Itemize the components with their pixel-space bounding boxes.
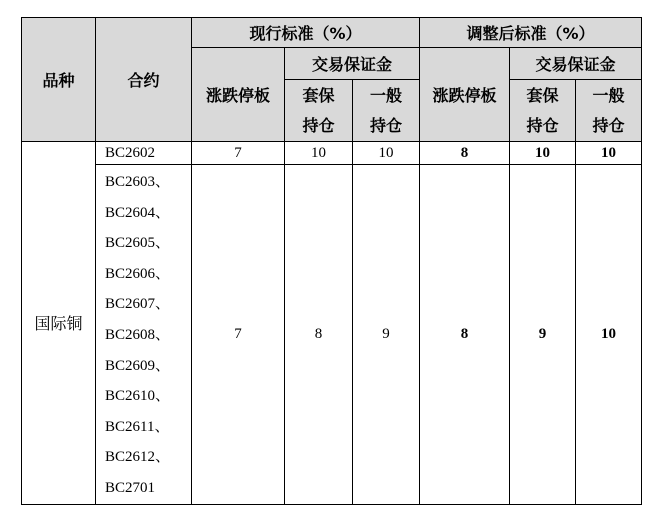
header-current-hedge (285, 80, 353, 142)
contract-item: BC2606、 (105, 265, 171, 282)
current-limit-cell: 7 (192, 165, 285, 505)
contract-item: BC2603、 (105, 174, 171, 190)
contract-item: BC2609、 (105, 357, 171, 374)
header-adjusted-general (576, 80, 642, 142)
header-adjusted-general-line1: 一般 (592, 85, 625, 105)
contract-item: BC2701 (105, 479, 156, 496)
current-hedge-cell: 10 (285, 142, 353, 165)
new-general-cell: 10 (576, 165, 642, 505)
header-adjusted-general-line2: 持仓 (592, 115, 625, 135)
header-adjusted-trading-margin: 交易保证金 (510, 48, 642, 80)
current-general-cell: 10 (353, 142, 420, 165)
current-hedge-cell: 8 (285, 165, 353, 505)
contract-list-cell (96, 165, 192, 505)
variety-cell: 国际铜 (22, 142, 96, 505)
current-limit-cell: 7 (192, 142, 285, 165)
header-adjusted-hedge-line1: 套保 (526, 85, 559, 105)
header-contract: 合约 (96, 18, 192, 142)
new-hedge-cell: 9 (510, 165, 576, 505)
header-adjusted-hedge (510, 80, 576, 142)
contract-item: BC2604、 (105, 204, 171, 221)
header-current-general (353, 80, 420, 142)
table-row (22, 165, 642, 505)
margin-table (21, 17, 642, 505)
contract-item: BC2607、 (105, 296, 171, 313)
new-limit-cell: 8 (420, 165, 510, 505)
header-current-general-line2: 持仓 (370, 115, 403, 135)
table-row (22, 142, 642, 165)
contract-item: BC2608、 (105, 326, 171, 343)
contract-item: BC2611、 (105, 418, 170, 435)
header-adjusted-hedge-line2: 持仓 (526, 115, 559, 135)
contract-item: BC2610、 (105, 388, 171, 405)
header-current-hedge-line1: 套保 (302, 85, 335, 105)
header-adjusted-price-limit: 涨跌停板 (420, 48, 510, 142)
contract-item: BC2605、 (105, 235, 171, 252)
new-limit-cell: 8 (420, 142, 510, 165)
contract-cell: BC2602 (96, 142, 192, 165)
header-current-trading-margin: 交易保证金 (285, 48, 420, 80)
header-adjusted-standard: 调整后标准（%） (420, 18, 642, 48)
header-current-hedge-line2: 持仓 (302, 115, 335, 135)
header-current-standard: 现行标准（%） (192, 18, 420, 48)
new-general-cell: 10 (576, 142, 642, 165)
header-current-price-limit: 涨跌停板 (192, 48, 285, 142)
header-variety: 品种 (22, 18, 96, 142)
header-current-general-line1: 一般 (370, 85, 403, 105)
current-general-cell: 9 (353, 165, 420, 505)
new-hedge-cell: 10 (510, 142, 576, 165)
contract-item: BC2612、 (105, 449, 171, 466)
